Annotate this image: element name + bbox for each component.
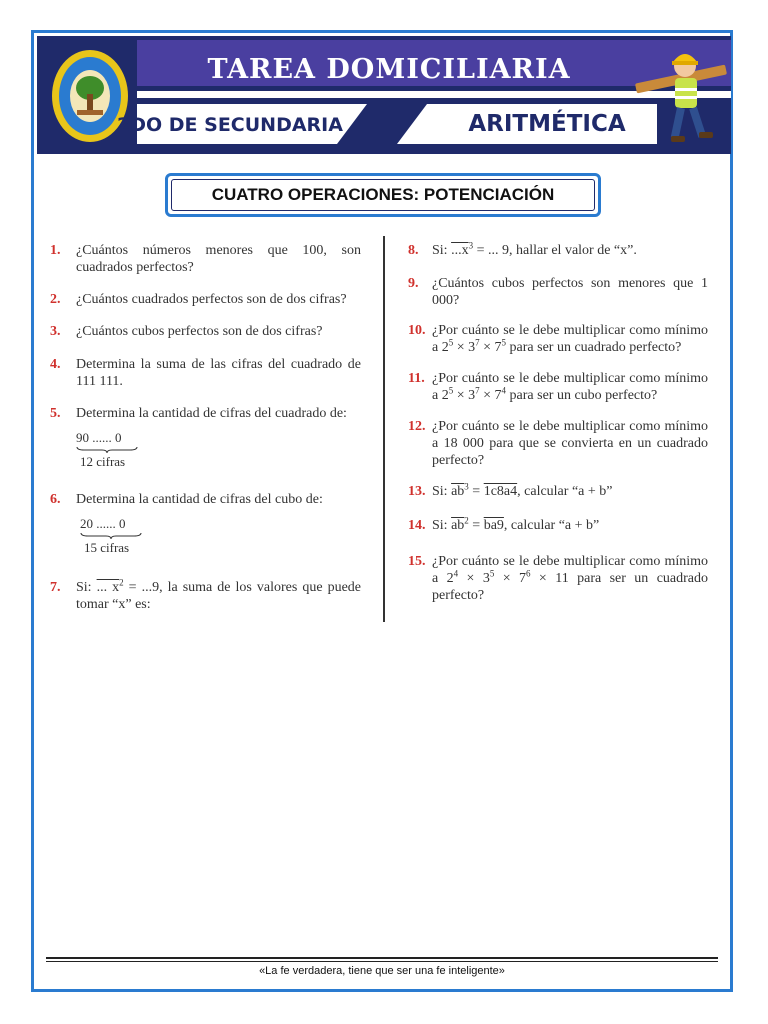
question-number: 4. bbox=[50, 357, 61, 372]
question-number: 5. bbox=[50, 406, 61, 421]
question-number: 15. bbox=[408, 554, 426, 569]
question-text: Si: ... $x^2 = ...9$, la suma de los valores que puede tomar “x” es: bbox=[76, 577, 362, 612]
question-3 bbox=[50, 323, 361, 340]
question-text: Determina la cantidad de cifras del cubo de: bbox=[76, 492, 323, 507]
brace-number: 20 ...... 0 bbox=[80, 516, 126, 531]
footer-motto: «La fe verdadera, tiene que ser una fe inteligente» bbox=[259, 965, 505, 977]
question-9 bbox=[408, 275, 708, 309]
question-2 bbox=[50, 291, 361, 308]
question-number: 2. bbox=[50, 292, 61, 307]
question-text: ¿Por cuánto se le debe multiplicar como mínimo a $2^5 \times 3^7 \times 7^5$ para ser un cuadrado perfecto? bbox=[432, 323, 708, 355]
underbrace-icon bbox=[80, 532, 142, 540]
brace-expression-6 bbox=[80, 516, 142, 556]
question-text: ¿Cuántos cuadrados perfectos son de dos cifras? bbox=[76, 292, 347, 307]
question-number: 6. bbox=[50, 492, 61, 507]
question-1 bbox=[50, 242, 361, 276]
question-text: Determina la suma de las cifras del cuadrado de 111 111. bbox=[76, 357, 361, 389]
question-text: ¿Cuántos números menores que 100, son cuadrados perfectos? bbox=[76, 243, 361, 275]
question-6 bbox=[50, 491, 361, 508]
question-text: ¿Cuántos cubos perfectos son menores que 1 000? bbox=[432, 276, 708, 308]
question-number: 7. bbox=[50, 580, 61, 595]
brace-expression-5 bbox=[76, 430, 138, 470]
question-number: 1. bbox=[50, 243, 61, 258]
question-text: Determina la cantidad de cifras del cuadrado de: bbox=[76, 406, 347, 421]
subject-label: ARITMÉTICA bbox=[468, 111, 626, 137]
question-11 bbox=[408, 370, 708, 404]
topic-box bbox=[165, 173, 601, 217]
topic-title: CUATRO OPERACIONES: POTENCIACIÓN bbox=[171, 179, 595, 211]
column-divider bbox=[383, 236, 385, 622]
footer-rule-thin bbox=[46, 961, 718, 962]
underbrace-icon bbox=[76, 446, 138, 454]
question-text: ¿Por cuánto se le debe multiplicar como mínimo a $2^5 \times 3^7 \times 7^4$ para ser un cubo perfecto? bbox=[432, 371, 708, 403]
question-text: ¿Cuántos cubos perfectos son de dos cifras? bbox=[76, 324, 323, 339]
footer-rule bbox=[46, 957, 718, 959]
assignment-title: TAREA DOMICILIARIA bbox=[207, 54, 571, 85]
question-7 bbox=[50, 579, 361, 613]
question-text: Si: $\overline{ab}^3 = 1c8a4$, calcular “a + b” bbox=[432, 481, 613, 499]
brace-label: 12 cifras bbox=[80, 454, 126, 469]
question-12 bbox=[408, 418, 708, 469]
question-number: 8. bbox=[408, 243, 419, 258]
header-banner bbox=[37, 36, 731, 154]
question-number: 12. bbox=[408, 419, 426, 434]
question-10 bbox=[408, 322, 708, 356]
question-number: 14. bbox=[408, 518, 426, 533]
brace-number: 90 ...... 0 bbox=[76, 430, 122, 445]
question-number: 10. bbox=[408, 323, 426, 338]
question-number: 13. bbox=[408, 484, 426, 499]
question-8 bbox=[408, 242, 708, 259]
question-text: Si: $\overline{ab}^2 = ba9$, calcular “a + b” bbox=[432, 515, 600, 533]
grade-label: 2DO DE SECUNDARIA bbox=[117, 114, 343, 136]
question-number: 9. bbox=[408, 276, 419, 291]
question-text: ¿Por cuánto se le debe multiplicar como mínimo a $2^4 \times 3^5 \times 7^6 \times 11$ para ser un cuadrado perfecto? bbox=[432, 554, 709, 603]
question-number: 3. bbox=[50, 324, 61, 339]
question-5 bbox=[50, 405, 361, 422]
question-number: 11. bbox=[408, 371, 425, 386]
question-14 bbox=[408, 517, 708, 534]
question-text: ¿Por cuánto se le debe multiplicar como mínimo a 18 000 para que se convierta en un cuadrado perfecto? bbox=[432, 419, 708, 468]
question-text: Si: $...x^3$ = ... 9, hallar el valor de “x”. bbox=[432, 240, 637, 258]
question-4 bbox=[50, 356, 361, 390]
worker-illustration-icon bbox=[635, 40, 731, 154]
brace-label: 15 cifras bbox=[84, 540, 130, 555]
question-13 bbox=[408, 483, 708, 500]
question-15 bbox=[408, 553, 708, 604]
